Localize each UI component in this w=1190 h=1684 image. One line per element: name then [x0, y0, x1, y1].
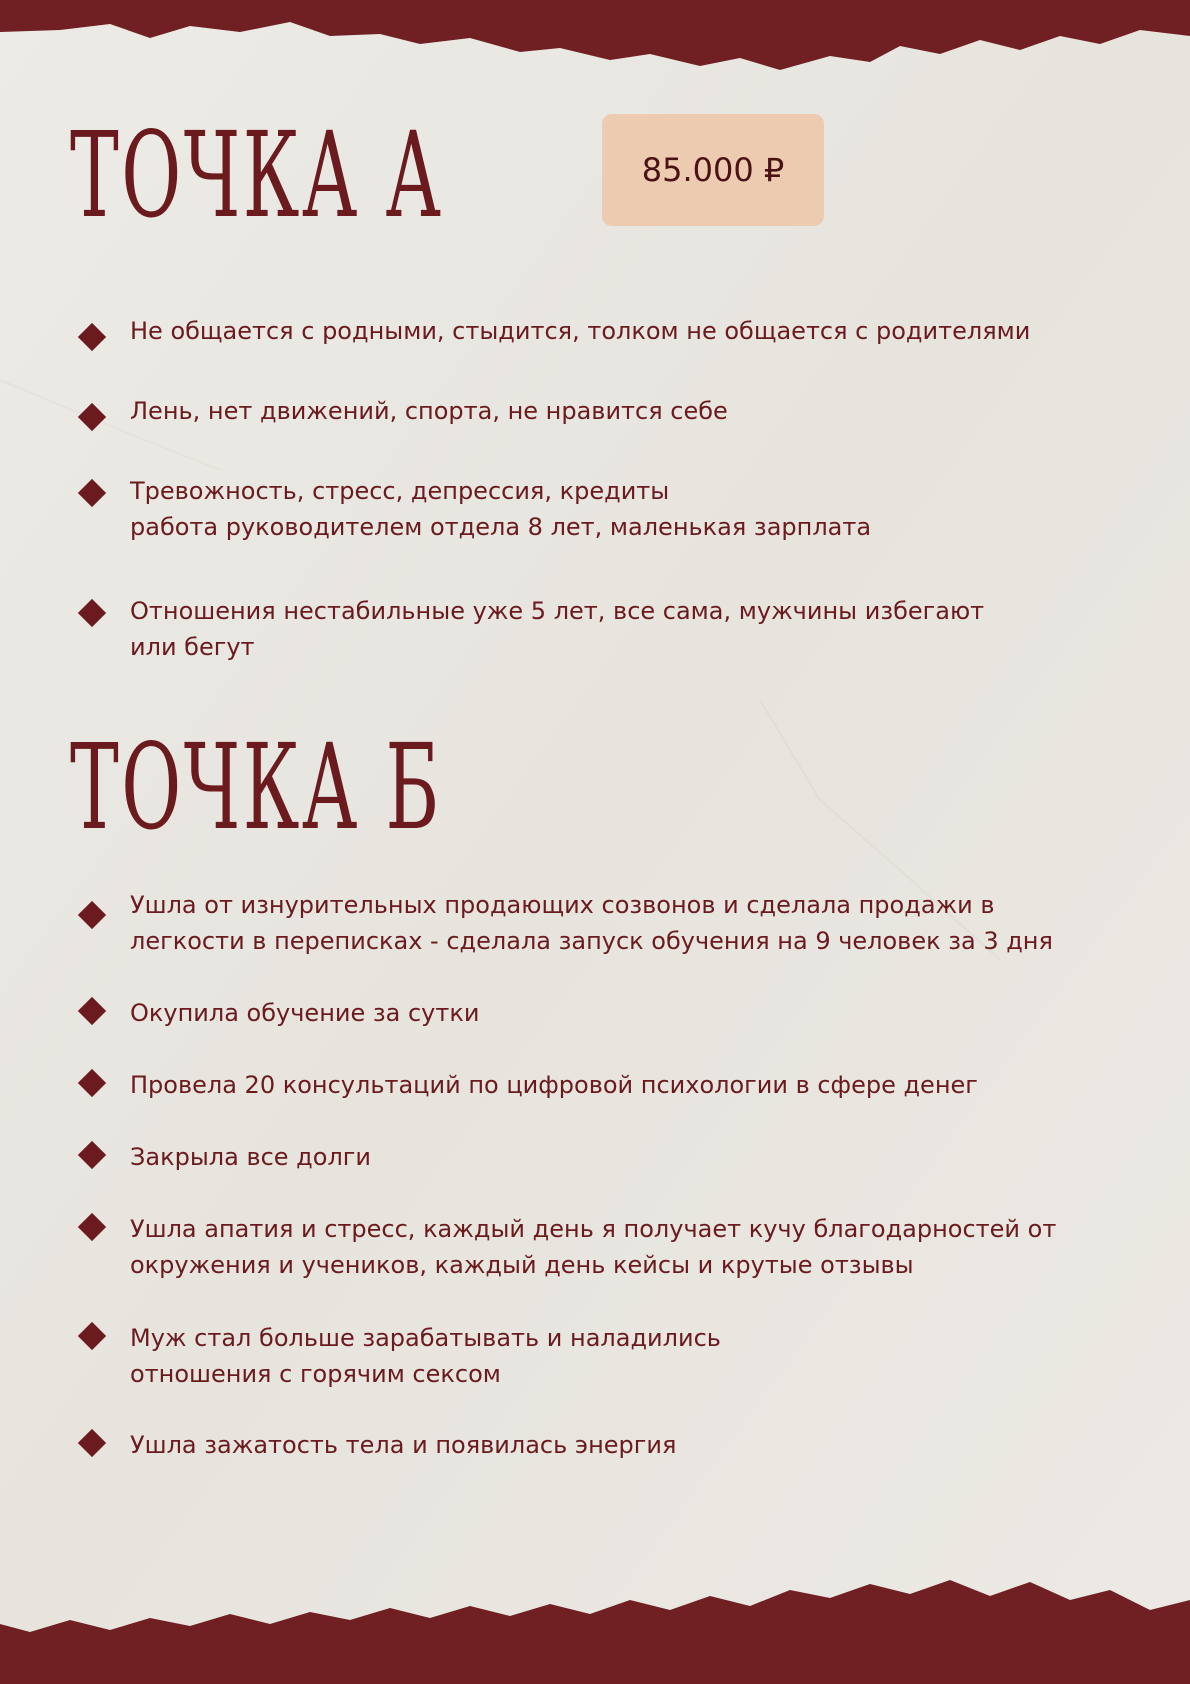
diamond-bullet-icon — [78, 323, 106, 351]
diamond-bullet-icon — [78, 1429, 106, 1457]
point-a-title: ТОЧКА А — [70, 106, 444, 244]
point-b-item-text: Ушла от изнурительных продающих созвонов и сделала продажи в легкости в переписках - сделала запуск обучения на 9 человек за 3 дня — [130, 891, 1053, 955]
point-b-title: ТОЧКА Б — [70, 718, 442, 856]
price-badge — [602, 114, 824, 226]
point-a-item-text: Лень, нет движений, спорта, не нравится себе — [130, 397, 728, 425]
point-b-item-text: Провела 20 консультаций по цифровой психологии в сфере денег — [130, 1071, 978, 1099]
diamond-bullet-icon — [78, 901, 106, 929]
point-b-item-text: Закрыла все долги — [130, 1143, 372, 1171]
diamond-bullet-icon — [78, 1213, 106, 1241]
diamond-bullet-icon — [78, 599, 106, 627]
diamond-bullet-icon — [78, 403, 106, 431]
price-value: 85.000 ₽ — [641, 151, 785, 189]
point-b-item-text: Ушла зажатость тела и появилась энергия — [130, 1431, 677, 1459]
point-a-item-text: Тревожность, стресс, депрессия, кредиты работа руководителем отдела 8 лет, маленькая зарплата — [130, 477, 872, 541]
point-b-item-text: Ушла апатия и стресс, каждый день я получает кучу благодарностей от окружения и учеников, каждый день кейсы и крутые отзывы — [130, 1215, 1057, 1279]
diamond-bullet-icon — [78, 1322, 106, 1350]
diamond-bullet-icon — [78, 1069, 106, 1097]
diamond-bullet-icon — [78, 479, 106, 507]
diamond-bullet-icon — [78, 997, 106, 1025]
point-b-item-text: Окупила обучение за сутки — [130, 999, 480, 1027]
diamond-bullet-icon — [78, 1141, 106, 1169]
point-b-item-text: Муж стал больше зарабатывать и наладились отношения с горячим сексом — [130, 1324, 721, 1388]
point-a-item-text: Не общается с родными, стыдится, толком не общается с родителями — [130, 317, 1031, 345]
point-a-item-text: Отношения нестабильные уже 5 лет, все сама, мужчины избегают или бегут — [130, 597, 985, 661]
